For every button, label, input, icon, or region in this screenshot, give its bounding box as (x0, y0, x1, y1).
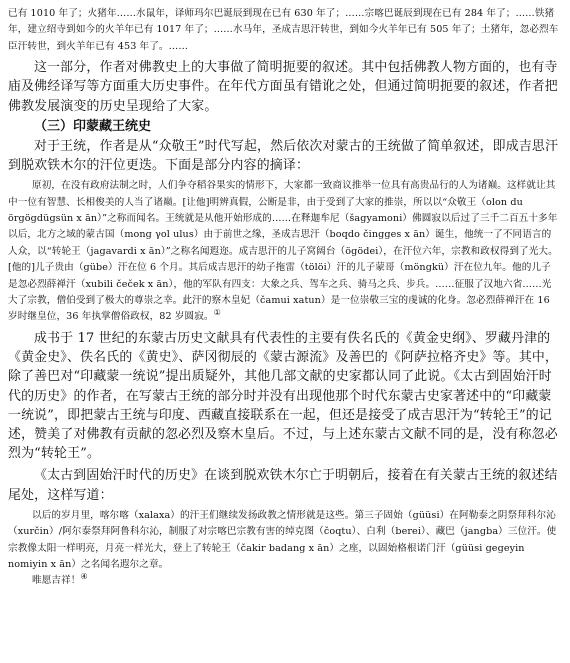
paragraph-east-mongol-sources: 成书于 17 世纪的东蒙古历史文献具有代表性的主要有佚名氏的《黄金史纲》、罗藏丹津的《黄金史》、佚名氏的《黄史》、萨冈彻辰的《蒙古源流》及善巴的《阿萨拉格齐史》等。其中，除了善巴对“印藏蒙一统说”提出质疑外，其他几部文献的史家都认同了此说。《太古到固始汗时代的历史》的作者，在写蒙古王统的部分时并没有出现他那个时代东蒙古史家著述中的“印藏蒙一统说”，即把蒙古王统与印度、西藏直接联系在一起，但还是接受了成吉思汗为“转轮王”的记述，赞美了对佛教有贡献的忽必烈及察木皇后。不过，与上述东蒙古文献不同的是，没有称忽必烈为“转轮王”。 (8, 330, 558, 462)
section-heading: （三）印蒙藏王统史 (34, 118, 152, 134)
paragraph-royal-lineage-intro: 对于王统，作者是从“众敬王”时代写起，然后依次对蒙古的王统做了简单叙述，即成吉思汗到脱欢铁木尔的汗位更迭。下面是部分内容的摘译： (8, 138, 559, 174)
paragraph-buddhist-history: 这一部分，作者对佛教史上的大事做了简明扼要的叙述。其中包括佛教人物方面的，也有寺庙及佛经译写等方面重大历史事件。在年代方面虽有错讹之处，但通过简明扼要的叙述，作者把佛教发展演变的历史呈现给了大家。 (8, 60, 558, 114)
paragraph-lineage-ending: 《太古到固始汗时代的历史》在谈到脱欢铁木尔亡于明朝后，接着在有关蒙古王统的叙述结尾处，这样写道： (8, 468, 558, 503)
footnote-marker-1: ① (213, 308, 221, 318)
quote-closing (8, 573, 560, 589)
quote-royal-lineage-text: 原初，在没有政府法制之时，人们争夺稻谷果实的情形下，大家都一致商议推举一位具有高贵品行的人为诸巅。这样就让其中一位有智慧、长相俊美的人当了诸巅。[让他]明辨真假，公断是非，由于受到了大家的推崇，所以以“众敬王（olon du örgögdügsün x ān）”之称而闻名。王统就是从他开始形成的……在释迦牟尼（šagyamoni）佛圆寂以后过了三千二百五十多年以后，北方之域的蒙古国（mong γol ulus）由于前世之缘，圣成吉思汗（boqdo čingges x ān）诞生，他统一了不同语言的人众，以“转轮王（jagavardi x ān）”之称名闻遐迩。成吉思汗的儿子窝阔台（ögödei），在汗位六年，宗教和政权得到了光大。[他的]儿子贵由（gübe）汗在位 6 个月。其后成吉思汗的幼子拖雷（tölöi）汗的儿子蒙哥（möngkü）汗在位九年。他的儿子是忽必烈薛禅汗（xubili čeček x ān），他的军队有四支：大象之兵、驾车之兵、骑马之兵、步兵。……征服了汉地六省……光大了宗教，僧伯受到了极大的尊崇之幸。此汗的察木皇妃（čamui xatun）是一位崇敬三宝的虔诚的化身。忽必烈薛禅汗在 16 岁时继皇位，36 年执掌僧俗政权，82 岁圆寂。 (8, 180, 558, 323)
quote-closing-text: 唯愿吉祥！ (32, 575, 81, 587)
top-quote: 已有 1010 年了；火猪年……水鼠年，译师玛尔巴诞辰到现在已有 630 年了；……宗喀巴诞辰到现在已有 284 年了；……铁猪年，建立绍寺到如今的火羊年已有 1017 年了；……水马年，圣成吉思汗转世，到如今火羊年已有 505 年了；土猪年，忽必烈车臣汗转世，到火羊年已有 453 年了。…… (8, 8, 559, 52)
footnote-marker-4: ④ (80, 572, 88, 582)
quote-guushi-khan: 以后的岁月里，喀尔喀（xalaxa）的汗王们继续发扬政教之情形就是这些。第三子固始（güüsi）在阿勒泰之阴祭拜科尔沁（xurčin）/阿尔泰祭拜阿鲁科尔沁，制服了对宗喀巴宗教有害的绰克图（čoqtu）、白利（berei）、藏巴（jangba）三位汗。使宗教像太阳一样明亮，月亮一样光大，登上了转轮王（čakir badang x ān）之座，以固始格根诺门汗（güüsi gegeyin nomiyin x ān）之名闻名遐尔之章。 (8, 509, 557, 570)
quote-royal-lineage (8, 178, 560, 326)
